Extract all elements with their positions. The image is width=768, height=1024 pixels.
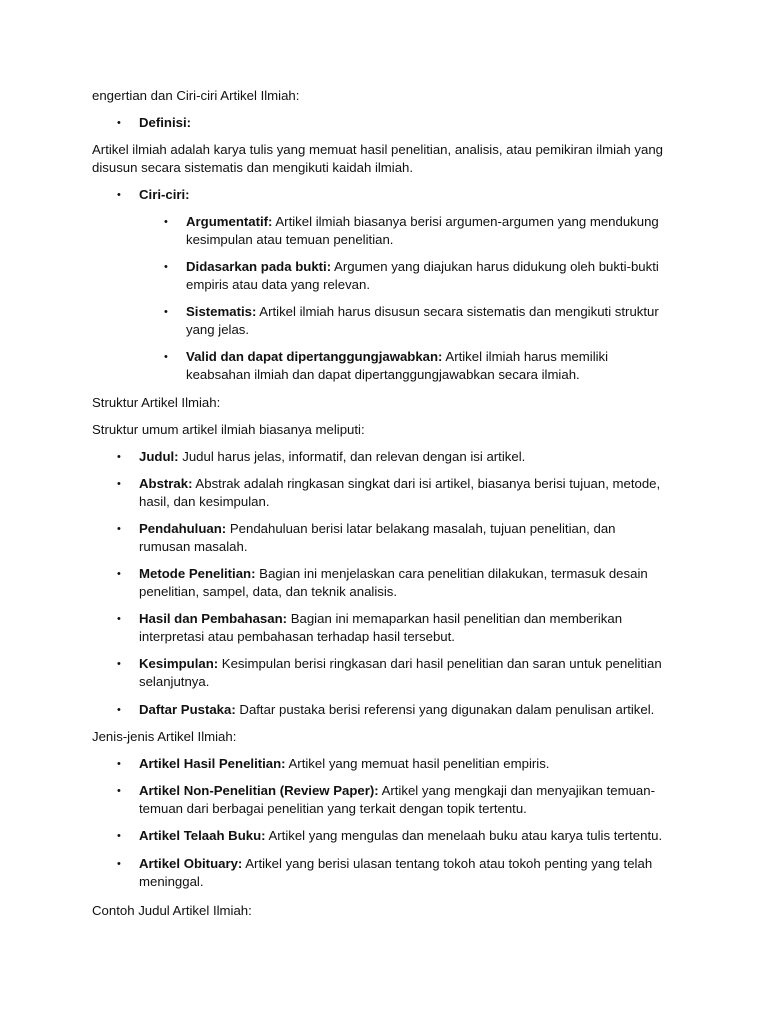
list-item	[164, 303, 668, 339]
item-term: Abstrak:	[139, 476, 193, 491]
bullet-icon: •	[164, 261, 168, 273]
contoh-heading: Contoh Judul Artikel Ilmiah:	[92, 903, 252, 918]
jenis-heading: Jenis-jenis Artikel Ilmiah:	[92, 729, 237, 744]
item-text: Artikel yang mengkaji dan menyajikan temuan-temuan dari berbagai penelitian yang terkait dengan topik tertentu.	[139, 783, 655, 816]
bullet-icon: •	[117, 568, 121, 580]
list-item	[117, 448, 668, 466]
item-text: Artikel yang memuat hasil penelitian empiris.	[285, 756, 550, 771]
item-text: Daftar pustaka berisi referensi yang digunakan dalam penulisan artikel.	[235, 702, 655, 717]
list-item	[117, 827, 668, 845]
item-text: Artikel yang berisi ulasan tentang tokoh atau tokoh penting yang telah meninggal.	[139, 856, 653, 889]
bullet-icon: •	[117, 704, 121, 716]
item-text: Pendahuluan berisi latar belakang masalah, tujuan penelitian, dan rumusan masalah.	[139, 521, 616, 554]
list-item	[164, 348, 668, 384]
item-term: Artikel Hasil Penelitian:	[139, 756, 286, 771]
item-term: Valid dan dapat dipertanggungjawabkan:	[186, 349, 443, 364]
bullet-icon: •	[117, 758, 121, 770]
list-item	[117, 520, 668, 556]
item-term: Argumentatif:	[186, 214, 273, 229]
item-term: Judul:	[139, 449, 179, 464]
item-term: Sistematis:	[186, 304, 257, 319]
struktur-heading: Struktur Artikel Ilmiah:	[92, 395, 221, 410]
definisi-label: Definisi:	[139, 115, 192, 130]
item-term: Hasil dan Pembahasan:	[139, 611, 288, 626]
bullet-icon: •	[164, 216, 168, 228]
item-text: Argumen yang diajukan harus didukung oleh bukti-bukti empiris atau data yang relevan.	[186, 259, 659, 292]
list-item	[117, 655, 668, 691]
list-item	[164, 258, 668, 294]
ciri-label: Ciri-ciri:	[139, 187, 190, 202]
bullet-icon: •	[117, 658, 121, 670]
list-item	[117, 186, 668, 204]
bullet-icon: •	[117, 189, 121, 201]
item-text: Kesimpulan berisi ringkasan dari hasil penelitian dan saran untuk penelitian selanjutnya.	[139, 656, 662, 689]
bullet-icon: •	[117, 451, 121, 463]
bullet-icon: •	[117, 523, 121, 535]
item-term: Metode Penelitian:	[139, 566, 256, 581]
item-text: Bagian ini memaparkan hasil penelitian dan memberikan interpretasi atau pembahasan terhadap hasil tersebut.	[139, 611, 623, 644]
list-item	[117, 701, 668, 719]
item-term: Pendahuluan:	[139, 521, 227, 536]
list-item	[164, 213, 668, 249]
item-text: Judul harus jelas, informatif, dan relevan dengan isi artikel.	[178, 449, 526, 464]
bullet-icon: •	[164, 306, 168, 318]
list-item	[117, 565, 668, 601]
item-text: Artikel yang mengulas dan menelaah buku atau karya tulis tertentu.	[265, 828, 663, 843]
bullet-icon: •	[117, 785, 121, 797]
bullet-icon: •	[117, 117, 121, 129]
list-item	[117, 782, 668, 818]
bullet-icon: •	[164, 351, 168, 363]
bullet-icon: •	[117, 613, 121, 625]
item-text: Artikel ilmiah biasanya berisi argumen-argumen yang mendukung kesimpulan atau temuan penelitian.	[186, 214, 659, 247]
list-item	[117, 114, 668, 132]
item-term: Kesimpulan:	[139, 656, 219, 671]
item-text: Bagian ini menjelaskan cara penelitian dilakukan, termasuk desain penelitian, sampel, data, dan teknik analisis.	[139, 566, 648, 599]
list-item	[117, 610, 668, 646]
bullet-icon: •	[117, 858, 121, 870]
intro-heading: engertian dan Ciri-ciri Artikel Ilmiah:	[92, 88, 300, 103]
item-term: Didasarkan pada bukti:	[186, 259, 332, 274]
bullet-icon: •	[117, 478, 121, 490]
definisi-text: Artikel ilmiah adalah karya tulis yang memuat hasil penelitian, analisis, atau pemikiran ilmiah yang disusun secara sistematis dan mengikuti kaidah ilmiah.	[92, 142, 664, 175]
list-item	[117, 855, 668, 891]
item-term: Artikel Obituary:	[139, 856, 243, 871]
item-text: Abstrak adalah ringkasan singkat dari isi artikel, biasanya berisi tujuan, metode, hasil, dan kesimpulan.	[139, 476, 661, 509]
item-text: Artikel ilmiah harus memiliki keabsahan ilmiah dan dapat dipertanggungjawabkan secara ilmiah.	[186, 349, 609, 382]
item-text: Artikel ilmiah harus disusun secara sistematis dan mengikuti struktur yang jelas.	[186, 304, 659, 337]
item-term: Artikel Telaah Buku:	[139, 828, 266, 843]
item-term: Artikel Non-Penelitian (Review Paper):	[139, 783, 379, 798]
bullet-icon: •	[117, 830, 121, 842]
list-item	[117, 755, 668, 773]
struktur-intro: Struktur umum artikel ilmiah biasanya meliputi:	[92, 422, 365, 437]
list-item	[117, 475, 668, 511]
item-term: Daftar Pustaka:	[139, 702, 236, 717]
